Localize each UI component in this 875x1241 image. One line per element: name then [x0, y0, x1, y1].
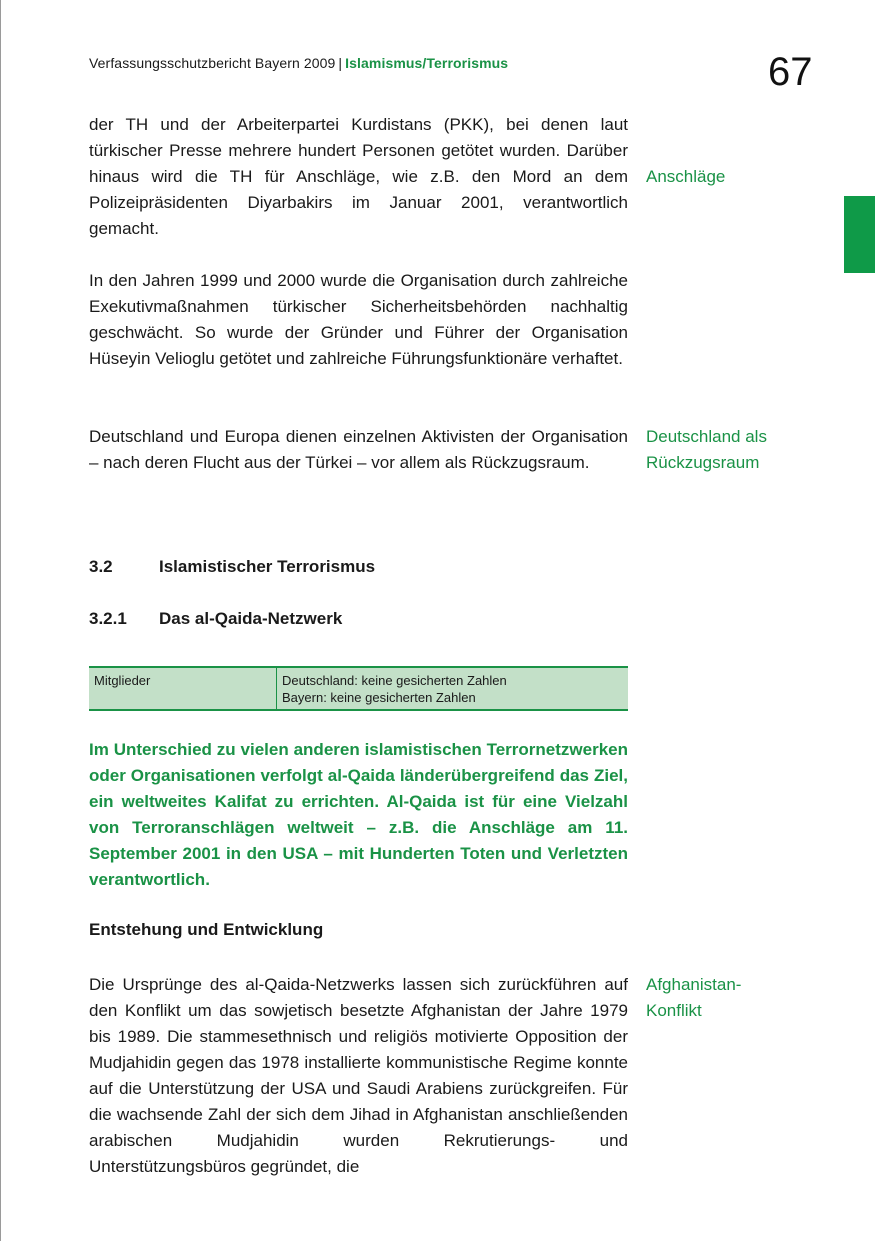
paragraph-origins: Die Ursprünge des al-Qaida-Netzwerks lassen sich zurückführen auf den Konflikt um das sowjetisch besetzte Afghanistan der Jahre 1979 bis 1989. Die stammesethnisch und religiös motivierte Opposition der Mudjahidin gegen das 1978 installierte kommunistische Regime konnte auf die Unterstützung der USA und Saudi Arabiens zurückgreifen. Für die wachsende Zahl der sich dem Jihad in Afghanistan anschließenden arabischen Mudjahidin wurden Rekrutierungs- und Unterstützungsbüros gegründet, die	[89, 975, 628, 1176]
paragraph-th-pkk: der TH und der Arbeiterpartei Kurdistans (PKK), bei denen laut türkischer Presse mehrere hundert Personen getötet wurden. Darüber hinaus wird die TH für Anschläge, wie z.B. den Mord an dem Polizeipräsidenten Diyarbakirs im Januar 2001, verantwortlich gemacht.	[89, 115, 628, 238]
members-table-values	[277, 668, 512, 709]
running-head-section: Islamismus/Terrorismus	[345, 55, 509, 71]
heading-3-2-1	[89, 609, 342, 629]
heading-3-2-1-number: 3.2.1	[89, 609, 127, 628]
paragraph-executive-measures: In den Jahren 1999 und 2000 wurde die Organisation durch zahlreiche Exekutivmaßnahmen türkischer Sicherheitsbehörden nachhaltig geschwächt. So wurde der Gründer und Führer der Organisation Hüseyin Velioglu getötet und zahlreiche Führungsfunktionäre verhaftet.	[89, 271, 628, 368]
members-table-bavaria: Bayern: keine gesicherten Zahlen	[282, 690, 476, 705]
margin-note-attacks: Anschläge	[646, 167, 726, 186]
heading-3-2-1-title: Das al-Qaida-Netzwerk	[159, 609, 343, 628]
page-number: 67	[768, 50, 813, 94]
heading-3-2-number: 3.2	[89, 557, 113, 576]
paragraph-retreat: Deutschland und Europa dienen einzelnen Aktivisten der Organisation – nach deren Flucht aus der Türkei – vor allem als Rückzugsraum.	[89, 427, 628, 472]
members-table-label: Mitglieder	[89, 668, 277, 709]
running-head-separator: |	[338, 55, 343, 71]
margin-note-retreat-line2: Rückzugsraum	[646, 453, 760, 472]
margin-note-afghanistan	[646, 972, 826, 1024]
margin-note-retreat-line1: Deutschland als	[646, 427, 767, 446]
margin-note-retreat	[646, 424, 826, 476]
margin-note-afghanistan-line2: Konflikt	[646, 1001, 702, 1020]
summary-box-text: Im Unterschied zu vielen anderen islamistischen Terrornetzwerken oder Organisationen verfolgt al-Qaida länderübergreifend das Ziel, ein weltweites Kalifat zu errichten. Al-Qaida ist für eine Vielzahl von Terroranschlägen weltweit – z.B. die Anschläge am 11. September 2001 in den USA – mit Hunderten Toten und Verletzten verantwortlich.	[89, 740, 628, 889]
heading-3-2	[89, 557, 375, 577]
heading-3-2-title: Islamistischer Terrorismus	[159, 557, 376, 576]
running-head	[89, 55, 508, 71]
members-table	[89, 666, 628, 711]
subheading-origin: Entstehung und Entwicklung	[89, 920, 324, 939]
members-table-germany: Deutschland: keine gesicherten Zahlen	[282, 673, 507, 688]
margin-note-afghanistan-line1: Afghanistan-	[646, 975, 742, 994]
running-head-title: Verfassungsschutzbericht Bayern 2009	[89, 55, 336, 71]
page-edge-rule	[0, 0, 1, 1241]
chapter-thumb-tab	[844, 196, 875, 273]
